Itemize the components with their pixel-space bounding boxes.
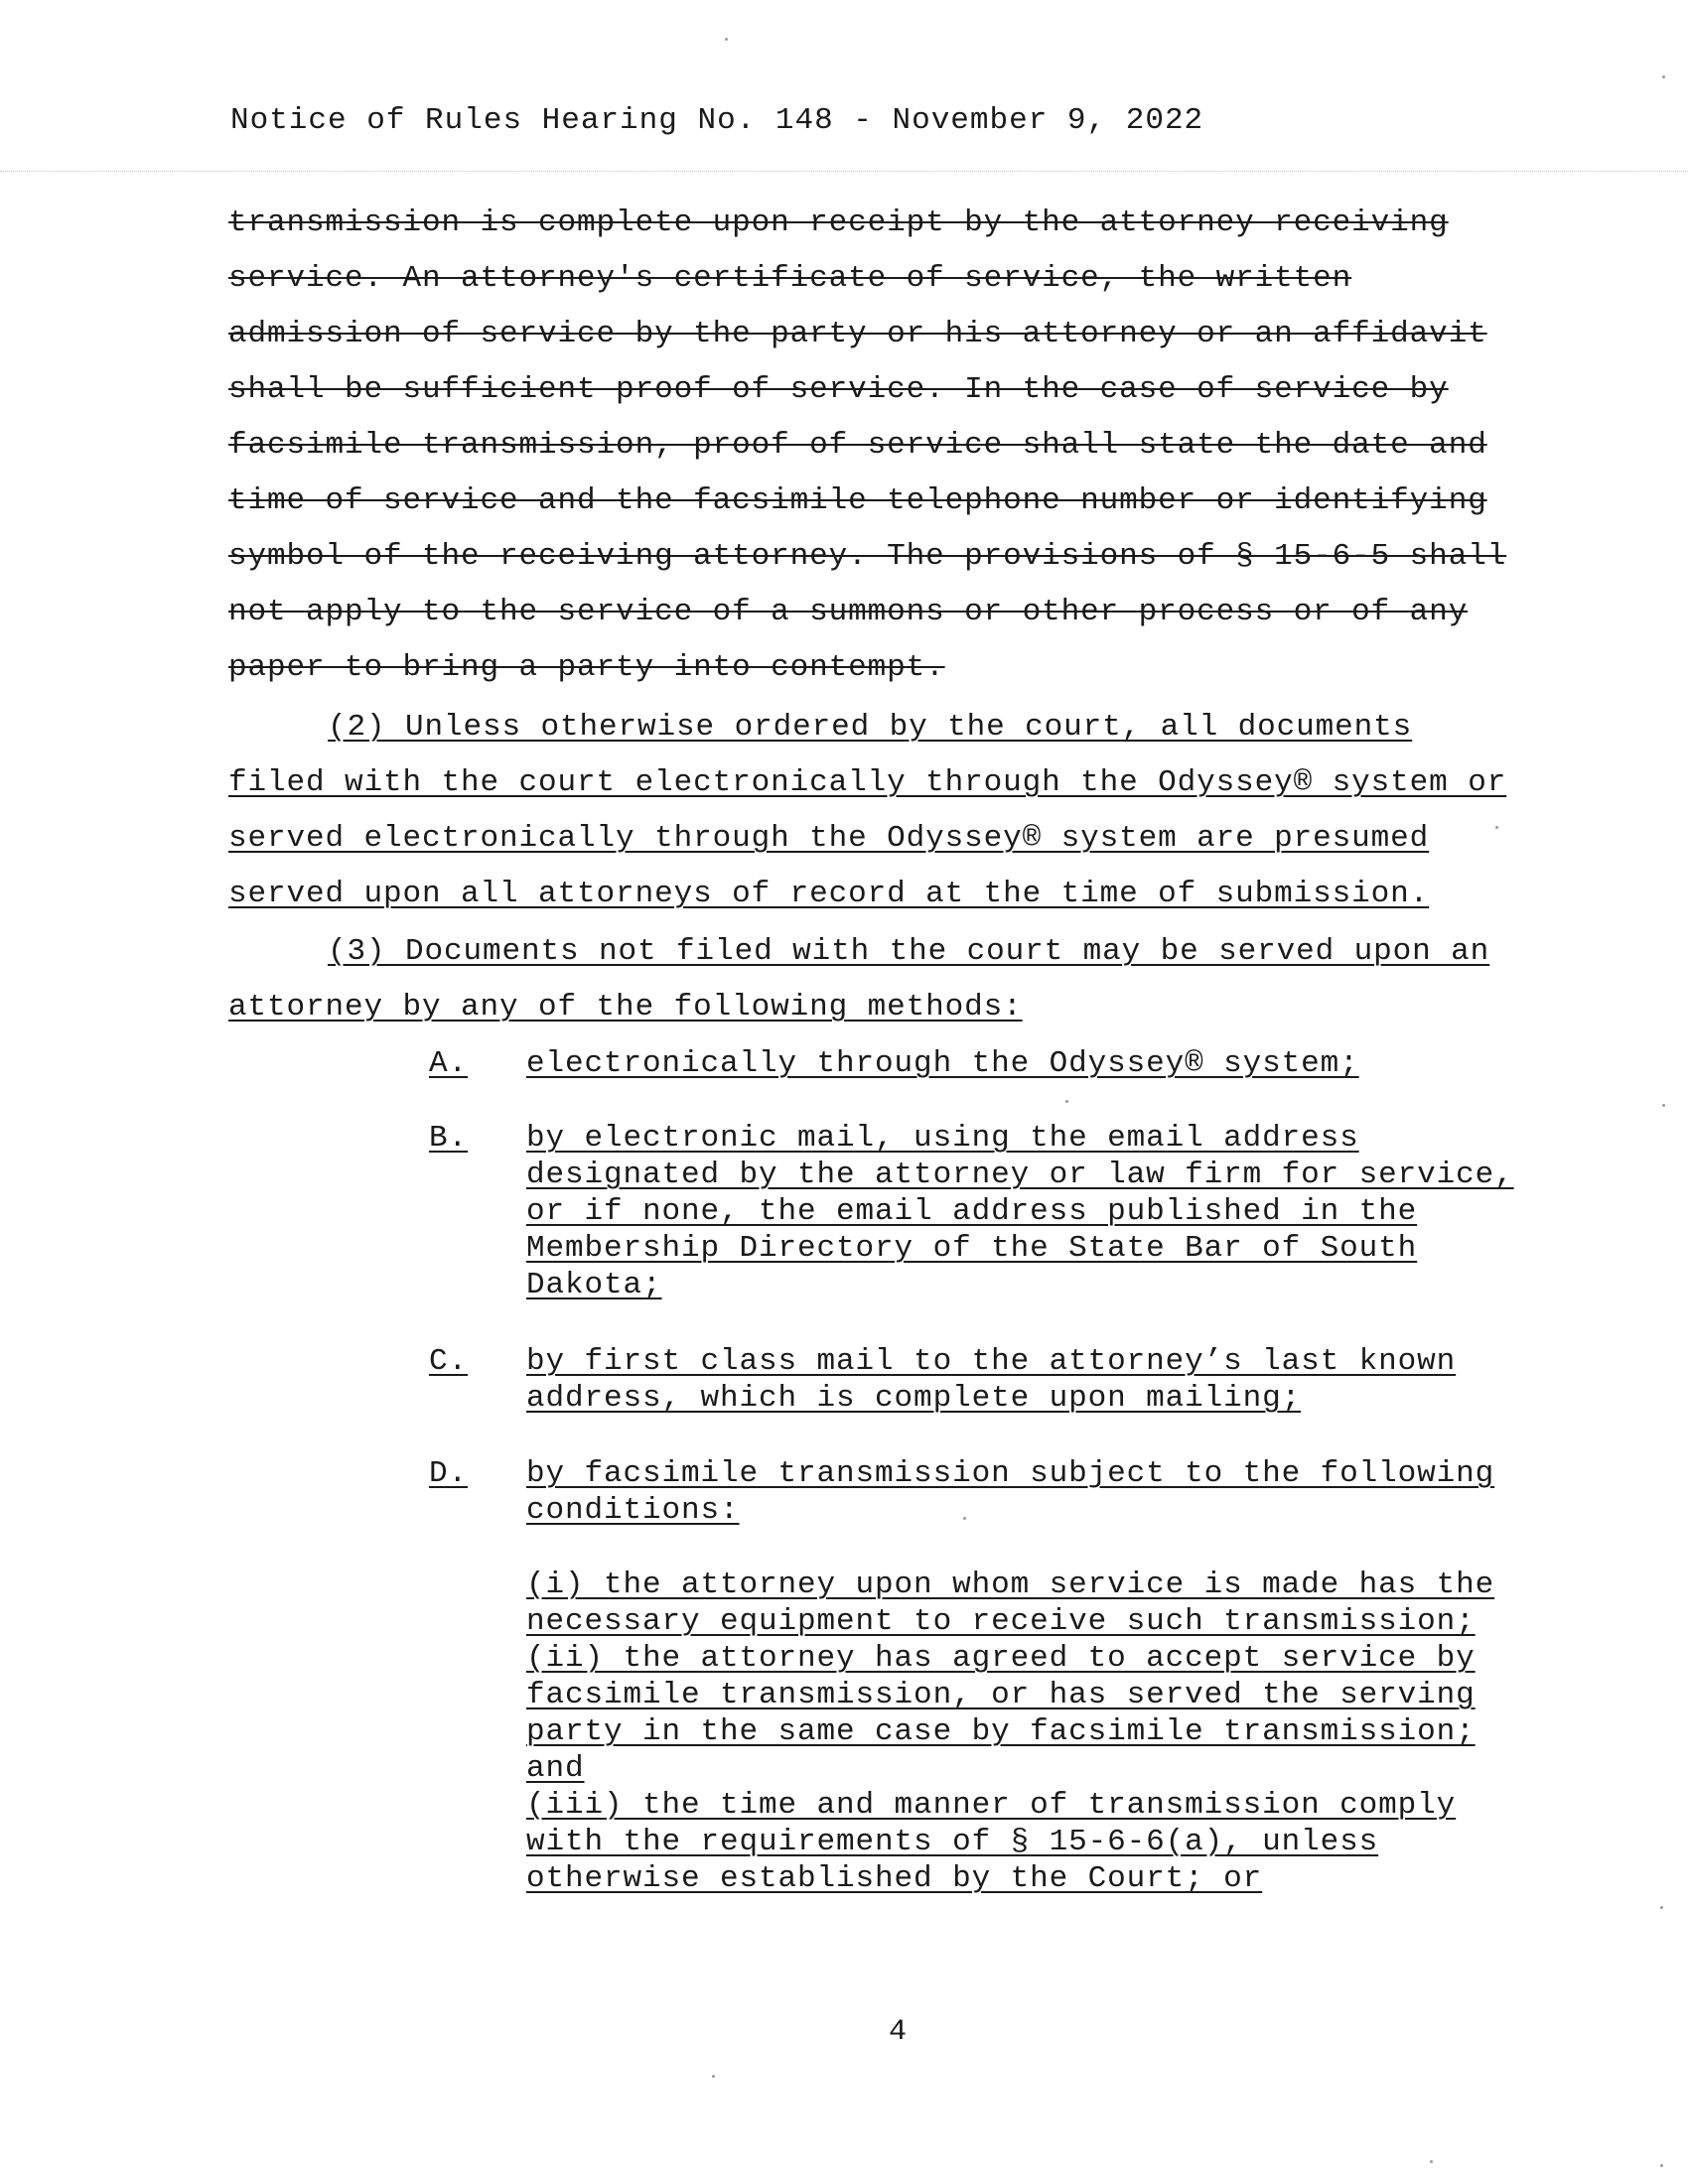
paragraph-line: served upon all attorneys of record at the time of submission.	[228, 877, 1430, 911]
condition-line: (ii) the attorney has agreed to accept service by	[526, 1641, 1476, 1676]
scan-speck	[1430, 2160, 1433, 2163]
condition-line: facsimile transmission, or has served the serving	[526, 1678, 1476, 1712]
scan-speck	[1660, 1906, 1663, 1909]
paragraph-line: (3) Documents not filed with the court may be served upon an	[328, 934, 1490, 969]
item-line: or if none, the email address published in the	[526, 1194, 1418, 1229]
item-marker: C.	[429, 1344, 469, 1379]
scan-speck	[712, 2075, 715, 2078]
item-marker: B.	[429, 1121, 469, 1156]
item-line: conditions:	[526, 1493, 740, 1528]
scan-speck	[1660, 2164, 1663, 2167]
condition-line: with the requirements of § 15-6-6(a), unless	[526, 1825, 1379, 1859]
struck-line: facsimile transmission, proof of service shall state the date and	[228, 428, 1487, 463]
struck-line: admission of service by the party or his attorney or an affidavit	[228, 317, 1487, 351]
page-header: Notice of Rules Hearing No. 148 - November 9, 2022	[230, 103, 1204, 138]
item-marker: D.	[429, 1456, 469, 1491]
item-line: by facsimile transmission subject to the following	[526, 1456, 1495, 1491]
item-marker: A.	[429, 1046, 469, 1081]
scan-speck	[1495, 826, 1498, 829]
struck-line: paper to bring a party into contempt.	[228, 650, 945, 685]
item-line: Dakota;	[526, 1268, 662, 1302]
scan-speck	[725, 38, 728, 41]
paragraph-line: filed with the court electronically through the Odyssey® system or	[228, 765, 1507, 800]
struck-line: transmission is complete upon receipt by the attorney receiving	[228, 205, 1449, 240]
paragraph-line: (2) Unless otherwise ordered by the court, all documents	[328, 710, 1413, 745]
struck-line: service. An attorney's certificate of service, the written	[228, 261, 1352, 296]
item-line: Membership Directory of the State Bar of South	[526, 1231, 1418, 1266]
item-line: address, which is complete upon mailing;	[526, 1381, 1302, 1416]
scan-speck	[963, 1517, 966, 1520]
condition-line: (iii) the time and manner of transmission comply	[526, 1788, 1457, 1823]
condition-line: (i) the attorney upon whom service is made has the	[526, 1568, 1495, 1602]
scan-speck	[1065, 1100, 1068, 1103]
struck-line: symbol of the receiving attorney. The provisions of § 15-6-5 shall	[228, 539, 1507, 574]
paragraph-line: served electronically through the Odyssey® system are presumed	[228, 821, 1430, 856]
condition-line: otherwise established by the Court; or	[526, 1861, 1263, 1896]
header-divider	[0, 171, 1688, 172]
struck-line: time of service and the facsimile telephone number or identifying	[228, 483, 1487, 518]
struck-line: not apply to the service of a summons or other process or of any	[228, 595, 1469, 629]
item-line: by electronic mail, using the email address	[526, 1121, 1359, 1156]
struck-line: shall be sufficient proof of service. In the case of service by	[228, 372, 1449, 407]
page-number: 4	[889, 2015, 908, 2049]
scan-speck	[1662, 1104, 1665, 1107]
scan-speck	[1662, 75, 1665, 78]
item-line: designated by the attorney or law firm for service,	[526, 1158, 1514, 1192]
item-line: electronically through the Odyssey® system;	[526, 1046, 1359, 1081]
paragraph-line: attorney by any of the following methods:	[228, 990, 1023, 1024]
item-line: by first class mail to the attorney’s last known	[526, 1344, 1457, 1379]
condition-line: necessary equipment to receive such transmission;	[526, 1604, 1476, 1639]
condition-line: and	[526, 1751, 585, 1786]
condition-line: party in the same case by facsimile transmission;	[526, 1714, 1476, 1749]
